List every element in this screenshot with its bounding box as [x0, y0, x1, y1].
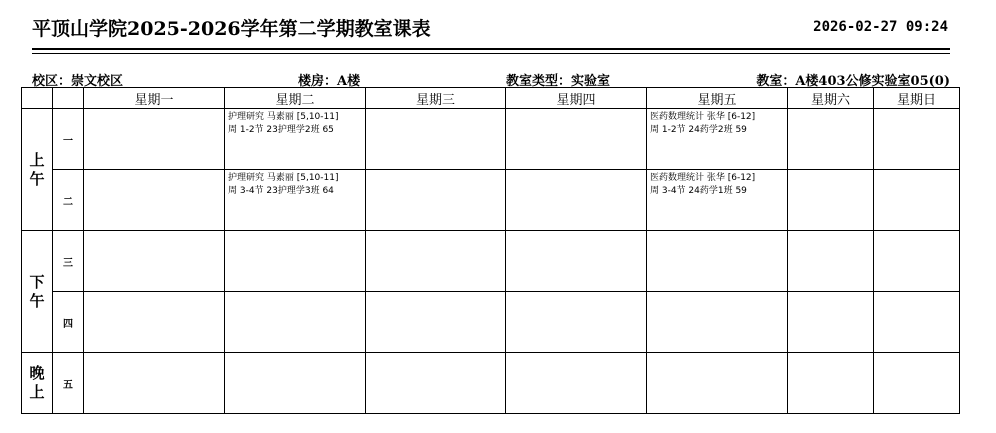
slot-tue-1[interactable] — [225, 109, 366, 170]
slot-fri-4[interactable] — [647, 292, 788, 353]
slot-thu-5[interactable] — [506, 353, 647, 414]
period-morning: 上午 — [22, 109, 53, 231]
slot-thu-4[interactable] — [506, 292, 647, 353]
course-entry — [225, 170, 365, 198]
room-label: 教室：A楼403公修实验室05(0) — [756, 74, 950, 89]
timetable — [21, 87, 960, 414]
slot-tue-2[interactable] — [225, 170, 366, 231]
page-title: 平顶山学院2025-2026学年第二学期教室课表 — [32, 18, 431, 40]
table-row — [22, 292, 960, 353]
slot-sat-5[interactable] — [788, 353, 874, 414]
slot-thu-1[interactable] — [506, 109, 647, 170]
section-3: 三 — [53, 231, 84, 292]
slot-fri-2[interactable] — [647, 170, 788, 231]
slot-wed-4[interactable] — [366, 292, 506, 353]
print-datetime: 2026-02-27 09:24 — [813, 19, 948, 35]
campus-label: 校区：崇文校区 — [32, 74, 124, 89]
slot-mon-5[interactable] — [84, 353, 225, 414]
slot-wed-2[interactable] — [366, 170, 506, 231]
course-detail-line: 周 3-4节 23护理学3班 64 — [228, 186, 334, 196]
section-4: 四 — [53, 292, 84, 353]
slot-sun-4[interactable] — [874, 292, 960, 353]
course-detail-line: 周 1-2节 23护理学2班 65 — [228, 125, 334, 135]
table-row — [22, 353, 960, 414]
corner-cell — [22, 88, 53, 109]
day-header-friday: 星期五 — [647, 88, 788, 109]
slot-sun-2[interactable] — [874, 170, 960, 231]
slot-wed-5[interactable] — [366, 353, 506, 414]
slot-thu-3[interactable] — [506, 231, 647, 292]
slot-fri-1[interactable] — [647, 109, 788, 170]
slot-mon-1[interactable] — [84, 109, 225, 170]
slot-tue-4[interactable] — [225, 292, 366, 353]
slot-fri-3[interactable] — [647, 231, 788, 292]
period-evening: 晚上 — [22, 353, 53, 414]
table-row — [22, 170, 960, 231]
building-label: 楼房：A楼 — [298, 74, 361, 89]
slot-tue-5[interactable] — [225, 353, 366, 414]
course-detail-line: 周 1-2节 24药学2班 59 — [650, 125, 747, 135]
slot-wed-3[interactable] — [366, 231, 506, 292]
slot-mon-2[interactable] — [84, 170, 225, 231]
header-rule-thick — [32, 48, 950, 50]
slot-tue-3[interactable] — [225, 231, 366, 292]
timetable-header-row — [22, 88, 960, 109]
course-entry — [225, 109, 365, 137]
day-header-wednesday: 星期三 — [366, 88, 506, 109]
day-header-monday: 星期一 — [84, 88, 225, 109]
slot-thu-2[interactable] — [506, 170, 647, 231]
slot-sat-3[interactable] — [788, 231, 874, 292]
slot-mon-4[interactable] — [84, 292, 225, 353]
slot-mon-3[interactable] — [84, 231, 225, 292]
section-5: 五 — [53, 353, 84, 414]
slot-sat-1[interactable] — [788, 109, 874, 170]
course-title-line: 护理研究 马素丽 [5,10-11] — [228, 173, 339, 183]
course-title-line: 医药数理统计 张华 [6-12] — [650, 173, 756, 183]
room-type-label: 教室类型：实验室 — [506, 74, 611, 89]
section-2: 二 — [53, 170, 84, 231]
course-detail-line: 周 3-4节 24药学1班 59 — [650, 186, 747, 196]
day-header-thursday: 星期四 — [506, 88, 647, 109]
course-entry — [647, 170, 787, 198]
period-afternoon: 下午 — [22, 231, 53, 353]
day-header-saturday: 星期六 — [788, 88, 874, 109]
corner-cell — [53, 88, 84, 109]
section-1: 一 — [53, 109, 84, 170]
slot-sun-5[interactable] — [874, 353, 960, 414]
table-row — [22, 231, 960, 292]
course-title-line: 医药数理统计 张华 [6-12] — [650, 112, 756, 122]
table-row — [22, 109, 960, 170]
course-entry — [647, 109, 787, 137]
course-title-line: 护理研究 马素丽 [5,10-11] — [228, 112, 339, 122]
slot-sat-2[interactable] — [788, 170, 874, 231]
slot-fri-5[interactable] — [647, 353, 788, 414]
slot-sun-3[interactable] — [874, 231, 960, 292]
slot-sun-1[interactable] — [874, 109, 960, 170]
header-rule-thin — [32, 53, 950, 54]
day-header-sunday: 星期日 — [874, 88, 960, 109]
day-header-tuesday: 星期二 — [225, 88, 366, 109]
slot-wed-1[interactable] — [366, 109, 506, 170]
slot-sat-4[interactable] — [788, 292, 874, 353]
